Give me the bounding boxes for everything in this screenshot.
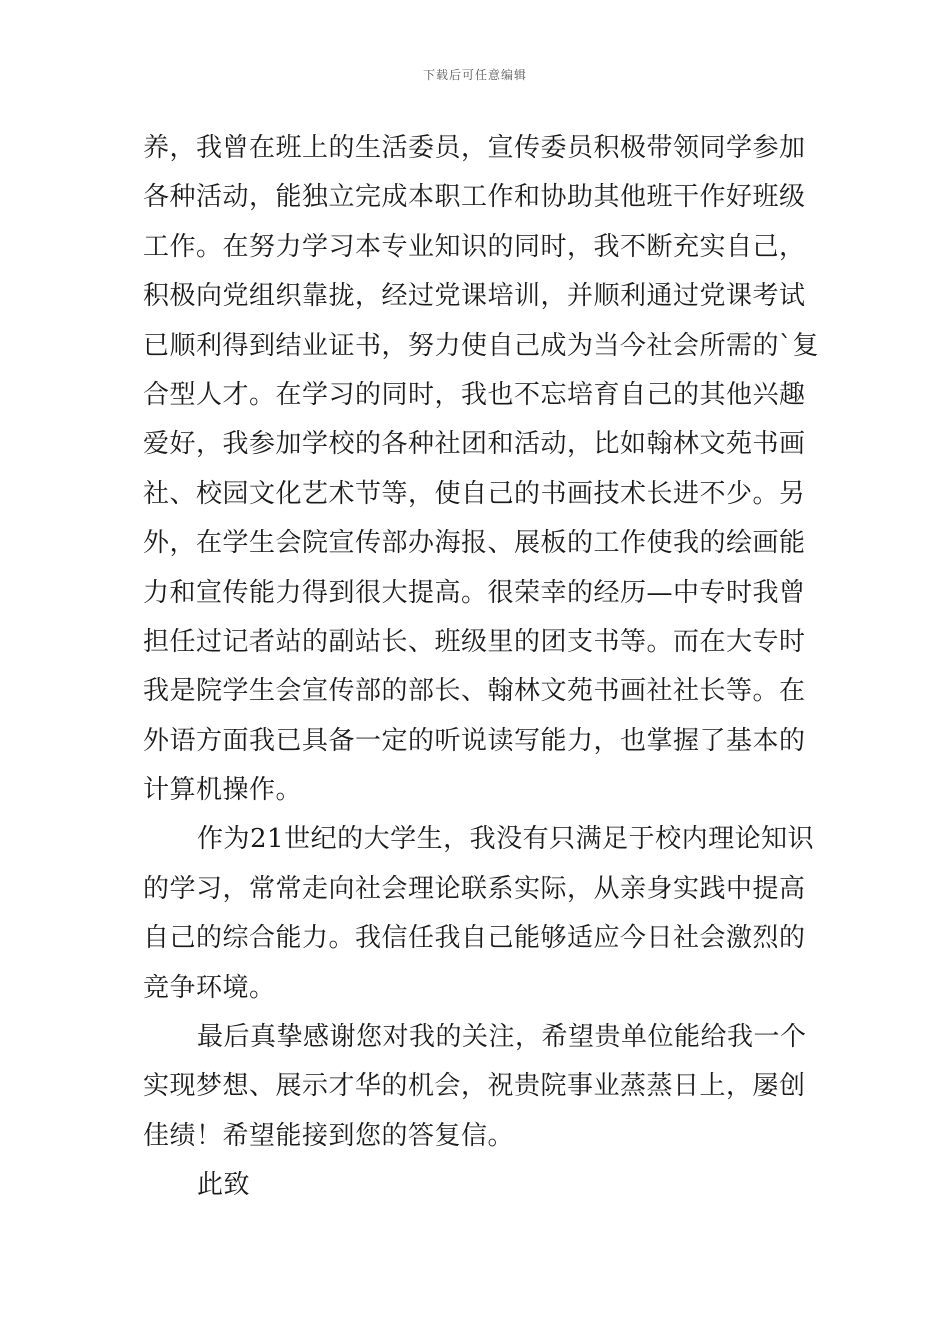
text-line: 合型人才。在学习的同时，我也不忘培育自己的其他兴趣: [143, 379, 806, 410]
paragraph-closing: [143, 1161, 809, 1210]
text-line: 我是院学生会宣传部的部长、翰林文苑书画社社长等。在: [143, 676, 806, 707]
text-line: 积极向党组织靠拢，经过党课培训，并顺利通过党课考试: [143, 281, 806, 312]
text-line: 外，在学生会院宣传部办海报、展板的工作使我的绘画能: [143, 528, 806, 559]
text-line: 社、校园文化艺术节等，使自己的书画技术长进不少。另: [143, 478, 806, 509]
paragraph-1: [143, 124, 820, 815]
text-line: 担任过记者站的副站长、班级里的团支书等。而在大专时: [143, 626, 806, 657]
closing-salutation: 此致: [197, 1170, 251, 1201]
text-line: 已顺利得到结业证书，努力使自己成为当今社会所需的`复: [143, 330, 820, 361]
text-line: 计算机操作。: [143, 775, 303, 806]
text-line: 爱好，我参加学校的各种社团和活动，比如翰林文苑书画: [143, 429, 806, 460]
text-line: 作为21世纪的大学生，我没有只满足于校内理论知识: [197, 824, 815, 855]
text-line: 实现梦想、展示才华的机会，祝贵院事业蒸蒸日上，屡创: [143, 1071, 806, 1102]
text-line: 自己的综合能力。我信任我自己能够适应今日社会激烈的: [143, 923, 806, 954]
paragraph-2: [143, 815, 815, 1013]
letter-body: [143, 124, 820, 1211]
text-line: 最后真挚感谢您对我的关注，希望贵单位能给我一个: [197, 1022, 807, 1053]
text-line: 力和宣传能力得到很大提高。很荣幸的经历—中专时我曾: [143, 577, 806, 608]
text-line: 的学习，常常走向社会理论联系实际，从亲身实践中提高: [143, 873, 806, 904]
text-line: 佳绩！希望能接到您的答复信。: [143, 1120, 515, 1151]
text-line: 外语方面我已具备一定的听说读写能力，也掌握了基本的: [143, 725, 806, 756]
page-header-note: 下载后可任意编辑: [422, 68, 527, 82]
text-line: 养，我曾在班上的生活委员，宣传委员积极带领同学参加: [143, 133, 806, 163]
text-line: 工作。在努力学习本专业知识的同时，我不断充实自己，: [143, 231, 806, 262]
text-line: 各种活动，能独立完成本职工作和协助其他班干作好班级: [143, 182, 806, 213]
paragraph-3: [143, 1013, 809, 1161]
text-line: 竞争环境。: [143, 972, 276, 1003]
